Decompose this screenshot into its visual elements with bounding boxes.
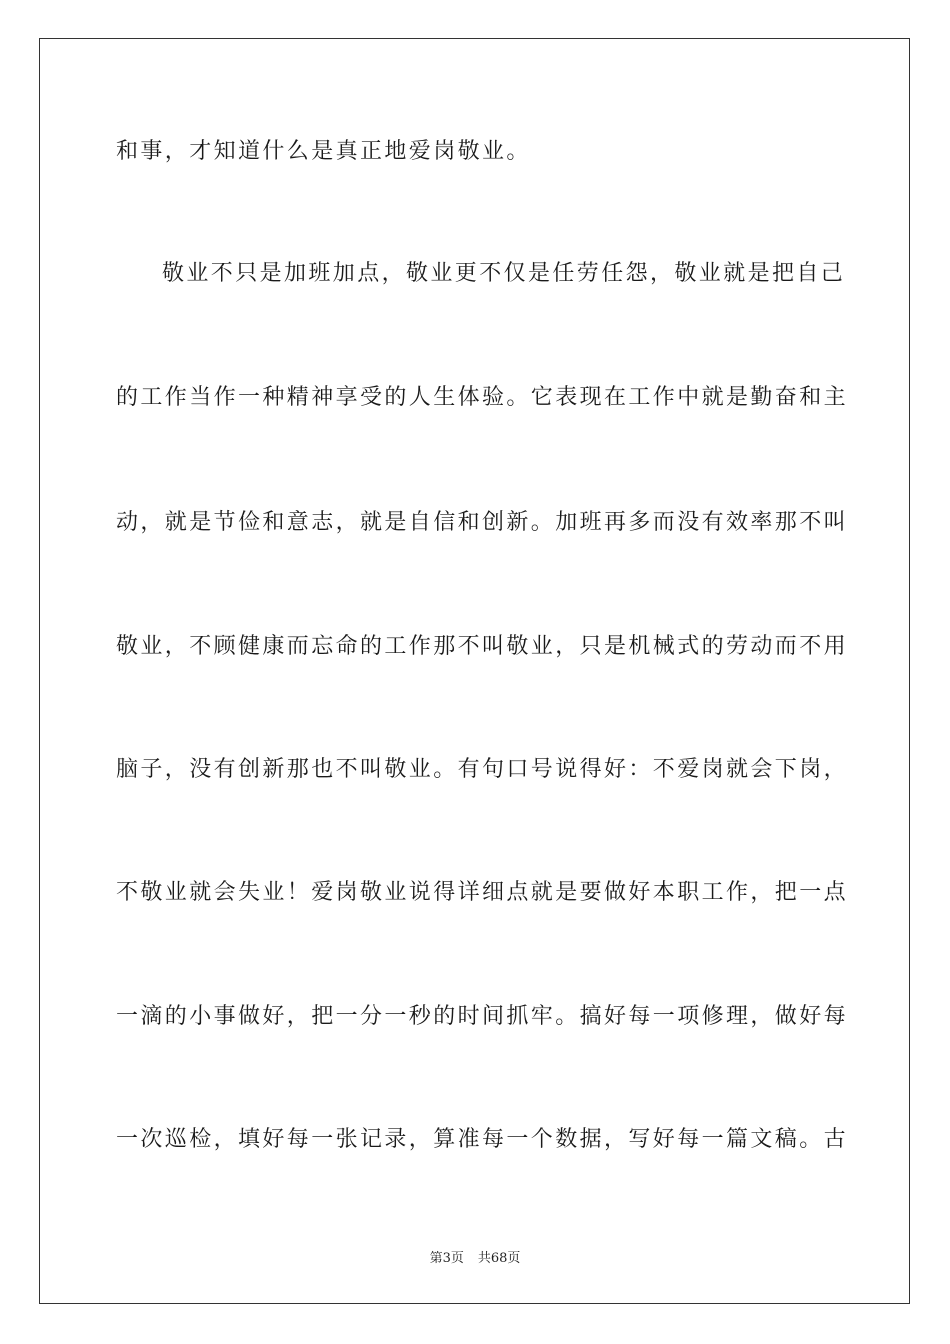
body-line-7: 不敬业就会失业！爱岗敬业说得详细点就是要做好本职工作，把一点 <box>116 880 849 905</box>
page-total: 共68页 <box>477 1251 521 1266</box>
page-footer <box>0 1247 950 1266</box>
body-line-1: 和事，才知道什么是真正地爱岗敬业。 <box>116 139 531 164</box>
body-line-9: 一次巡检，填好每一张记录，算准每一个数据，写好每一篇文稿。古 <box>116 1127 849 1152</box>
body-line-2: 敬业不只是加班加点，敬业更不仅是任劳任怨，敬业就是把自己 <box>162 261 846 286</box>
body-line-8: 一滴的小事做好，把一分一秒的时间抓牢。搞好每一项修理，做好每 <box>116 1004 849 1029</box>
body-line-6: 脑子，没有创新那也不叫敬业。有句口号说得好：不爱岗就会下岗， <box>116 757 849 782</box>
page-border <box>39 38 910 1304</box>
body-line-5: 敬业，不顾健康而忘命的工作那不叫敬业，只是机械式的劳动而不用 <box>116 634 849 659</box>
page-number: 第3页 <box>429 1251 464 1266</box>
body-line-4: 动，就是节俭和意志，就是自信和创新。加班再多而没有效率那不叫 <box>116 510 849 535</box>
body-line-3: 的工作当作一种精神享受的人生体验。它表现在工作中就是勤奋和主 <box>116 385 849 410</box>
